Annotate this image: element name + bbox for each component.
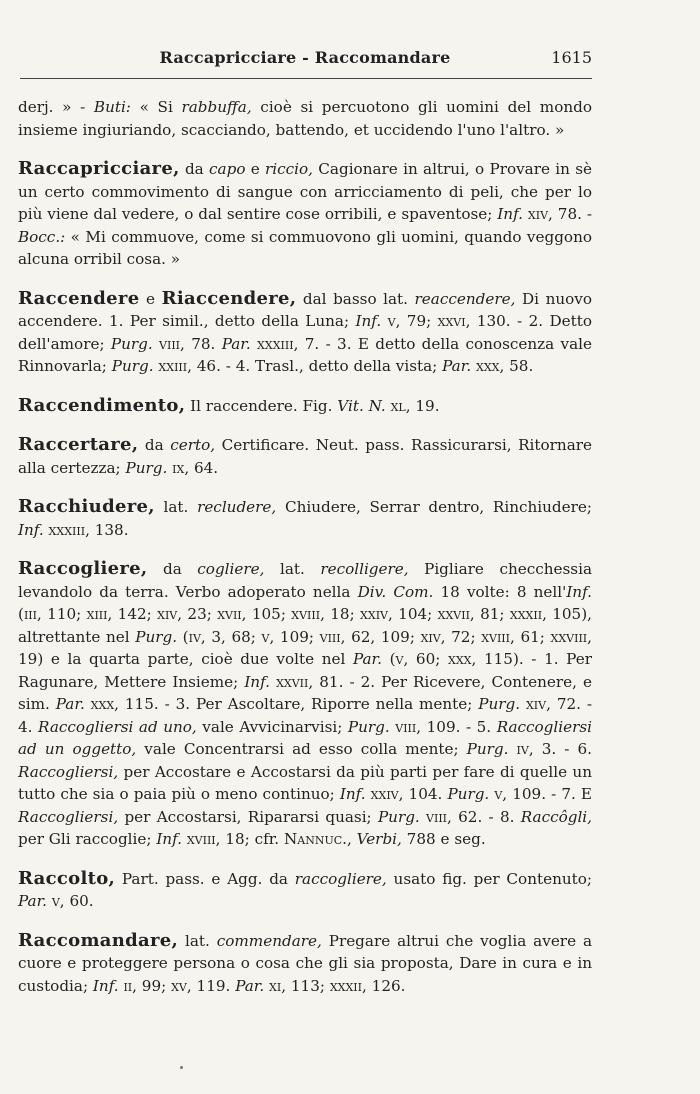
italic-text: Div. Com.	[357, 582, 434, 601]
dictionary-entry	[18, 158, 592, 271]
reference-numeral: viii	[319, 627, 341, 646]
entry-text: 788 e seg.	[401, 830, 486, 848]
entry-text: , 113;	[281, 976, 330, 995]
entry-text: Part. pass. e Agg. da	[115, 869, 295, 888]
entry-text: (	[381, 650, 396, 668]
entry-text: « Si	[130, 98, 182, 116]
page-header	[18, 48, 592, 78]
reference-numeral: xxiv	[360, 605, 388, 623]
entry-headword: Raccendimento,	[18, 394, 186, 416]
italic-text: Par.	[352, 650, 382, 668]
italic-text: cogliere,	[197, 560, 265, 578]
entry-text: , 19.	[405, 396, 440, 415]
italic-text: Par.	[55, 695, 85, 713]
reference-numeral: xv	[171, 976, 187, 995]
reference-numeral: xiv	[157, 605, 178, 623]
entry-text: Chiudere, Serrar dentro, Rinchiudere;	[276, 498, 593, 516]
reference-numeral: xviii	[481, 627, 510, 646]
print-speck	[180, 1066, 183, 1069]
entry-text: , 142;	[107, 605, 158, 623]
reference-numeral: iii	[23, 605, 37, 623]
reference-numeral: xiv	[523, 205, 549, 223]
entry-text: derj. » -	[18, 98, 94, 116]
entry-text: , 105;	[241, 605, 292, 623]
entry-text: Certificare. Neut. pass. Rassicurarsi, Ritornare alla certezza;	[18, 436, 592, 477]
entry-text: , 19) e la quarta parte, cioè due volte nel	[18, 627, 592, 668]
entry-text: Cagionare in altrui, o Provare in sè un certo commovimento di sangue con arricciamento di peli, che per lo più viene dal vedere, o dal sentire cose orribili, e spaventose;	[18, 160, 592, 223]
entry-text: , 58.	[499, 357, 534, 375]
dictionary-entry	[18, 434, 592, 479]
running-title: Raccapricciare - Raccomandare	[159, 48, 451, 67]
italic-text: Inf.	[566, 582, 593, 601]
reference-numeral: xxxii	[329, 976, 362, 995]
italic-text: Raccogliersi,	[18, 762, 119, 781]
italic-text: Buti:	[93, 98, 131, 116]
entry-text: , 119.	[186, 976, 236, 995]
italic-text: Raccogliersi ad un oggetto,	[18, 717, 593, 758]
reference-numeral: xvii	[217, 605, 242, 623]
entry-text: , 78. -	[548, 205, 592, 223]
entry-text: da	[179, 160, 210, 178]
reference-numeral: v	[395, 650, 404, 668]
entry-headword: Riaccendere,	[161, 287, 297, 309]
reference-numeral: xxx	[448, 650, 472, 668]
entry-text: per Accostarsi, Ripararsi quasi;	[118, 807, 378, 826]
entry-headword: Raccendere	[18, 287, 140, 309]
italic-text: raccogliere,	[294, 869, 387, 888]
reference-numeral: xxx	[84, 695, 115, 713]
dictionary-entry	[18, 868, 592, 913]
italic-text: riccio,	[265, 160, 314, 178]
reference-numeral: v	[47, 892, 60, 910]
entry-text: , 115). - 1. Per Ragunare, Mettere Insieme;	[18, 650, 592, 691]
reference-numeral: xviii	[291, 605, 321, 623]
entry-text: , 18;	[320, 605, 361, 623]
entry-text: , 110;	[36, 605, 87, 623]
italic-text: Bocc.:	[18, 227, 66, 246]
reference-numeral: v	[381, 312, 396, 330]
reference-numeral: v	[261, 627, 270, 646]
entry-text: da	[147, 560, 198, 578]
entry-headword: Raccogliere,	[18, 558, 148, 579]
reference-numeral: xxxiii	[250, 334, 294, 353]
reference-numeral: ii	[118, 976, 133, 995]
entry-text: per Gli raccoglie;	[18, 830, 157, 848]
italic-text: Purg.	[135, 627, 178, 646]
italic-text: Par.	[442, 357, 472, 375]
reference-numeral: xxxii	[509, 605, 543, 623]
entry-text: , 62. - 8.	[447, 807, 521, 826]
italic-text: commendare,	[216, 931, 322, 950]
entry-text: Pregare altrui che voglia avere a cuore e proteggere persona o cosa che gli sia proposta, Dare in cura e in custodia;	[18, 931, 593, 995]
entry-text: lat.	[264, 560, 321, 578]
italic-text: Verbi,	[356, 830, 402, 848]
entry-text: , 72. - 4.	[18, 695, 592, 736]
italic-text: recolligere,	[320, 560, 409, 578]
italic-text: Purg.	[125, 458, 168, 477]
entry-text: lat.	[178, 931, 217, 950]
italic-text: recludere,	[197, 498, 277, 516]
italic-text: Raccogliersi,	[18, 807, 119, 826]
page-number: 1615	[551, 48, 592, 67]
reference-numeral: xiv	[420, 627, 441, 646]
dictionary-entry	[18, 558, 592, 851]
italic-text: Inf.	[497, 205, 523, 223]
italic-text: Inf.	[156, 830, 183, 848]
entry-text: , 126.	[362, 976, 406, 995]
entry-text: , 81;	[469, 605, 510, 623]
reference-numeral: xxx	[471, 357, 500, 375]
entry-text: , 23;	[177, 605, 218, 623]
entry-text: , 60.	[59, 892, 94, 910]
reference-numeral: ix	[167, 458, 185, 477]
reference-numeral: xxviii	[550, 627, 588, 646]
entry-text: , 79;	[395, 312, 438, 330]
entry-text: , 99;	[132, 976, 172, 995]
italic-text: Purg.	[447, 785, 490, 803]
entry-text: , 105), altrettante nel	[18, 605, 592, 646]
entry-text: (	[177, 627, 189, 646]
dictionary-entry	[18, 930, 592, 998]
entry-text: , 46. - 4. Trasl., detto della vista;	[187, 357, 443, 375]
entry-text: 18 volte: 8 nell'	[433, 582, 567, 601]
reference-numeral: xxxiii	[43, 520, 86, 539]
italic-text: Purg.	[466, 740, 509, 758]
entry-text: cioè si percuotono gli uomini del mondo insieme ingiuriando, scacciando, battendo, et uccidendo l'uno l'altro. »	[18, 98, 592, 139]
italic-text: Inf.	[355, 312, 382, 330]
entry-text: vale Concentrarsi ad esso colla mente;	[136, 740, 467, 758]
italic-text: Par.	[235, 976, 265, 995]
entry-text: , 104.	[398, 785, 448, 803]
italic-text: Purg.	[377, 807, 420, 826]
dictionary-entry	[18, 288, 592, 378]
header-rule	[20, 78, 592, 79]
italic-text: Par.	[221, 334, 251, 353]
entry-text: e	[139, 289, 162, 308]
entry-text: , 109. - 7. E	[502, 785, 592, 803]
italic-text: reaccendere,	[414, 289, 516, 308]
reference-numeral: xl	[385, 396, 406, 415]
italic-text: Purg.	[111, 357, 154, 375]
reference-numeral: viii	[419, 807, 448, 826]
italic-text: rabbuffa,	[181, 98, 252, 116]
entry-headword: Raccapricciare,	[18, 158, 180, 179]
entry-text: e	[245, 160, 266, 178]
entry-text: , 60;	[403, 650, 448, 668]
reference-numeral: xviii	[182, 830, 216, 848]
entry-text: « Mi commuove, come si commuovono gli uomini, quando veggono alcuna orribil cosa. »	[18, 227, 592, 268]
entry-text: , 130. - 2. Detto dell'amore;	[18, 312, 592, 353]
reference-numeral: xi	[264, 976, 282, 995]
dictionary-entry	[18, 496, 592, 541]
entry-text: Di nuovo accendere. 1. Per simil., detto della Luna;	[18, 289, 592, 330]
entry-text: vale Avvicinarvisi;	[196, 717, 348, 736]
entry-text: , 72;	[440, 627, 482, 646]
entry-text: usato fig. per Contenuto;	[386, 869, 592, 888]
entry-text: , 109;	[269, 627, 320, 646]
italic-text: Inf.	[18, 520, 44, 539]
entry-text: , 61;	[510, 627, 551, 646]
entry-text: per Accostare e Accostarsi da più parti per fare di quelle un tutto che sia o paia più o meno continuo;	[18, 762, 592, 803]
entries-column	[18, 96, 592, 1014]
reference-numeral: Nannuc.,	[283, 830, 352, 848]
reference-numeral: v	[489, 785, 503, 803]
italic-text: Purg.	[110, 334, 153, 353]
entry-text: , 7. - 3. E detto della conoscenza vale Rinnovarla;	[18, 334, 593, 375]
entry-headword: Racchiudere,	[18, 496, 155, 517]
italic-text: Purg.	[347, 717, 390, 736]
italic-text: Inf.	[92, 976, 119, 995]
reference-numeral: xxiv	[365, 785, 399, 803]
italic-text: certo,	[170, 436, 216, 454]
reference-numeral: viii	[152, 334, 181, 353]
entry-text: , 109. - 5.	[416, 717, 497, 736]
entry-headword: Raccolto,	[18, 867, 116, 889]
entry-text: , 18; cfr.	[215, 830, 284, 848]
reference-numeral: xxvii	[437, 605, 470, 623]
italic-text: Inf.	[244, 672, 271, 691]
entry-text: da	[138, 436, 171, 454]
entry-text: , 3. - 6.	[528, 740, 592, 758]
entry-text: , 3, 68;	[200, 627, 262, 646]
reference-numeral: viii	[389, 717, 417, 736]
italic-text: Vit. N.	[337, 396, 386, 415]
italic-text: capo	[209, 160, 246, 178]
entry-text: (	[18, 605, 24, 623]
entry-text: , 138.	[85, 520, 129, 539]
entry-text: , 78.	[180, 334, 222, 353]
entry-text: Pigliare checchessia levandolo da terra. Verbo adoperato nella	[18, 560, 592, 601]
entry-headword: Raccertare,	[18, 434, 139, 455]
italic-text: Raccôgli,	[520, 807, 592, 826]
entry-headword: Raccomandare,	[18, 929, 179, 951]
dictionary-entry	[18, 395, 592, 418]
italic-text: Purg.	[478, 695, 521, 713]
reference-numeral: xiv	[520, 695, 547, 713]
entry-text: , 62, 109;	[340, 627, 421, 646]
entry-text: Il raccendere. Fig.	[185, 396, 338, 415]
entry-text: , 64.	[184, 458, 219, 477]
entry-text: , 115. - 3. Per Ascoltare, Riporre nella mente;	[114, 695, 479, 713]
entry-text: dal basso lat.	[296, 289, 415, 308]
italic-text: Par.	[18, 892, 48, 910]
reference-numeral: iv	[508, 740, 529, 758]
reference-numeral: xxiii	[153, 357, 188, 375]
entry-text: lat.	[154, 498, 198, 516]
reference-numeral: xiii	[86, 605, 108, 623]
dictionary-entry	[18, 96, 592, 141]
italic-text: Raccogliersi ad uno,	[38, 717, 197, 736]
reference-numeral: xxvii	[270, 672, 309, 691]
reference-numeral: iv	[188, 627, 201, 646]
entry-text: , 104;	[388, 605, 438, 623]
entry-text: , 81. - 2. Per Ricevere, Contenere, e sim.	[18, 672, 592, 713]
reference-numeral: xxvi	[437, 312, 466, 330]
italic-text: Inf.	[339, 785, 366, 803]
